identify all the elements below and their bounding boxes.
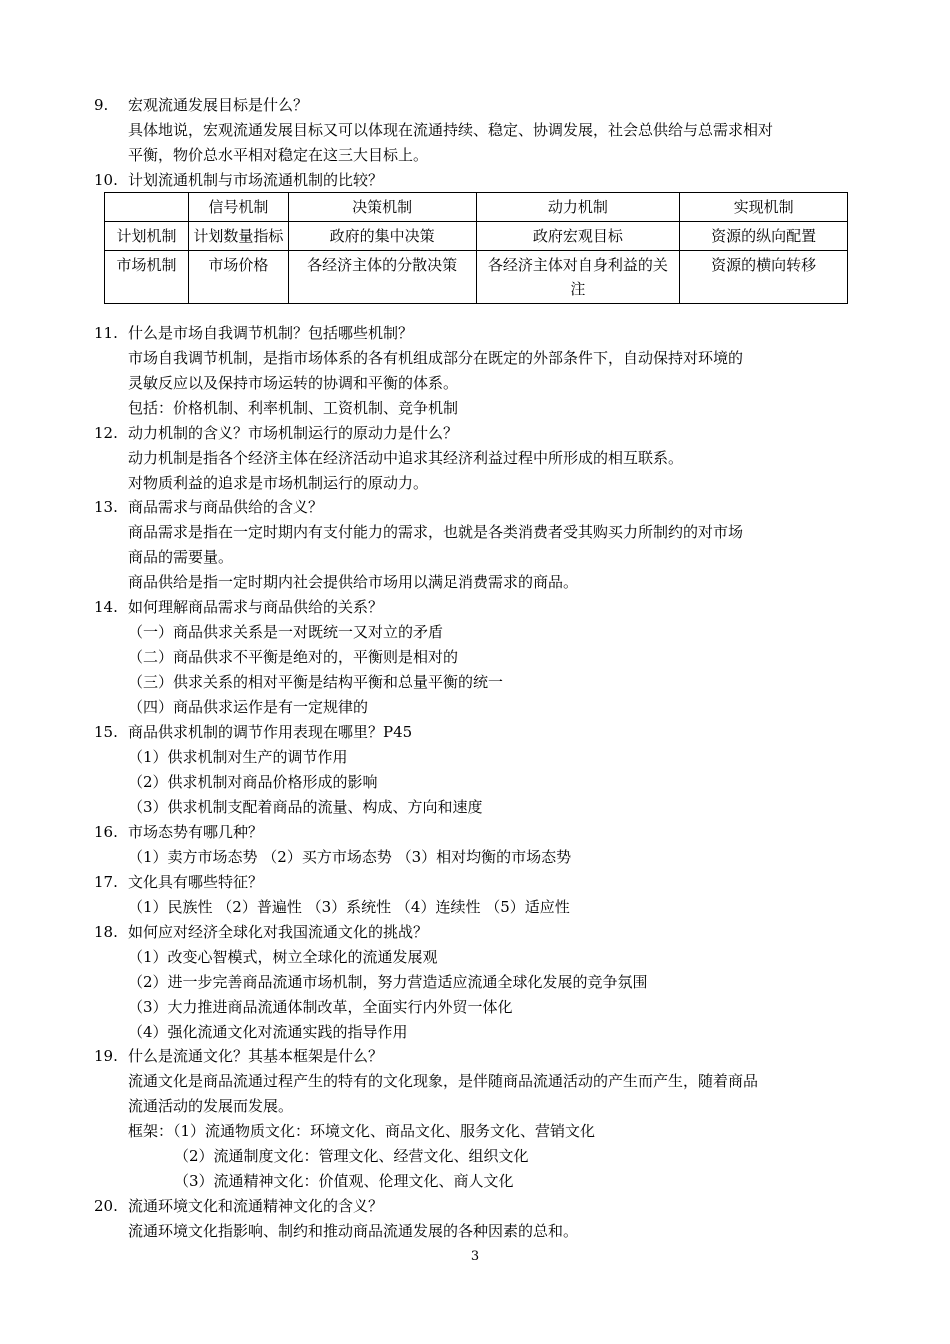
question-14-answer-line: （二）商品供求不平衡是绝对的，平衡则是相对的 [128, 648, 459, 666]
question-14-number: 14. [94, 598, 118, 616]
table-header-cell: 决策机制 [288, 193, 476, 222]
table-header-cell [105, 193, 189, 222]
table-header-row [105, 193, 848, 222]
question-18-title: 如何应对经济全球化对我国流通文化的挑战？ [128, 923, 429, 941]
question-17-title: 文化具有哪些特征？ [128, 873, 264, 891]
question-13-answer-line: 商品需求是指在一定时期内有支付能力的需求，也就是各类消费者受其购买力所制约的对市场 [128, 523, 744, 541]
question-10-title: 计划流通机制与市场流通机制的比较？ [128, 171, 384, 189]
question-16-number: 16. [94, 823, 118, 841]
question-11-answer-line: 灵敏反应以及保持市场运转的协调和平衡的体系。 [128, 374, 459, 392]
question-18-answer-line: （2）进一步完善商品流通市场机制，努力营造适应流通全球化发展的竞争氛围 [128, 973, 648, 991]
question-19-answer-line: 流通文化是商品流通过程产生的特有的文化现象，是伴随商品流通活动的产生而产生，随着商品 [128, 1072, 759, 1090]
question-9-number: 9. [94, 96, 109, 114]
table-cell: 资源的横向转移 [680, 251, 848, 304]
question-13-answer-line: 商品的需要量。 [128, 548, 234, 566]
question-15-number: 15. [94, 723, 118, 741]
comparison-table [104, 192, 848, 304]
question-16-title: 市场态势有哪几种？ [128, 823, 264, 841]
question-13-answer-line: 商品供给是指一定时期内社会提供给市场用以满足消费需求的商品。 [128, 573, 579, 591]
question-14-answer-line: （一）商品供求关系是一对既统一又对立的矛盾 [128, 623, 444, 641]
question-19-number: 19. [94, 1047, 118, 1065]
question-11-number: 11. [94, 324, 118, 342]
question-19-answer-line: （3）流通精神文化：价值观、伦理文化、商人文化 [174, 1172, 514, 1190]
question-13-number: 13. [94, 498, 118, 516]
question-11-title: 什么是市场自我调节机制？包括哪些机制？ [128, 324, 414, 342]
question-9-answer-line: 具体地说，宏观流通发展目标又可以体现在流通持续、稳定、协调发展，社会总供给与总需求相对 [128, 121, 774, 139]
question-17-answer-line: （1）民族性 （2）普遍性 （3）系统性 （4）连续性 （5）适应性 [128, 898, 570, 916]
question-18-number: 18. [94, 923, 118, 941]
question-19-title: 什么是流通文化？其基本框架是什么？ [128, 1047, 384, 1065]
table-cell: 计划数量指标 [188, 222, 288, 251]
question-11-answer-line: 包括：价格机制、利率机制、工资机制、竞争机制 [128, 399, 459, 417]
table-row [105, 222, 848, 251]
question-14-answer-line: （三）供求关系的相对平衡是结构平衡和总量平衡的统一 [128, 673, 504, 691]
question-20-title: 流通环境文化和流通精神文化的含义？ [128, 1197, 384, 1215]
table-cell: 各经济主体对自身利益的关注 [476, 251, 680, 304]
question-18-answer-line: （1）改变心智模式，树立全球化的流通发展观 [128, 948, 438, 966]
table-cell: 市场价格 [188, 251, 288, 304]
question-15-title: 商品供求机制的调节作用表现在哪里？P45 [128, 723, 413, 741]
question-10-number: 10. [94, 171, 118, 189]
question-20-answer-line: 流通环境文化指影响、制约和推动商品流通发展的各种因素的总和。 [128, 1222, 579, 1240]
question-15-answer-line: （3）供求机制支配着商品的流量、构成、方向和速度 [128, 798, 483, 816]
table-header-cell: 实现机制 [680, 193, 848, 222]
question-16-answer-line: （1）卖方市场态势 （2）买方市场态势 （3）相对均衡的市场态势 [128, 848, 572, 866]
question-19-answer-line: 框架：（1）流通物质文化：环境文化、商品文化、服务文化、营销文化 [128, 1122, 596, 1140]
page-number: 3 [470, 1249, 480, 1264]
question-12-answer-line: 动力机制是指各个经济主体在经济活动中追求其经济利益过程中所形成的相互联系。 [128, 449, 684, 467]
table-cell: 资源的纵向配置 [680, 222, 848, 251]
table-header-cell: 信号机制 [188, 193, 288, 222]
question-9-title: 宏观流通发展目标是什么？ [128, 96, 309, 114]
table-cell: 政府宏观目标 [476, 222, 680, 251]
question-12-title: 动力机制的含义？市场机制运行的原动力是什么？ [128, 424, 459, 442]
table-cell: 政府的集中决策 [288, 222, 476, 251]
question-12-number: 12. [94, 424, 118, 442]
question-15-answer-line: （2）供求机制对商品价格形成的影响 [128, 773, 378, 791]
question-11-answer-line: 市场自我调节机制，是指市场体系的各有机组成部分在既定的外部条件下，自动保持对环境的 [128, 349, 744, 367]
question-15-answer-line: （1）供求机制对生产的调节作用 [128, 748, 348, 766]
question-18-answer-line: （3）大力推进商品流通体制改革，全面实行内外贸一体化 [128, 998, 513, 1016]
table-row [105, 251, 848, 304]
question-19-answer-line: （2）流通制度文化：管理文化、经营文化、组织文化 [174, 1147, 529, 1165]
question-14-title: 如何理解商品需求与商品供给的关系？ [128, 598, 384, 616]
question-20-number: 20. [94, 1197, 118, 1215]
question-14-answer-line: （四）商品供求运作是有一定规律的 [128, 698, 369, 716]
table-cell: 计划机制 [105, 222, 189, 251]
question-12-answer-line: 对物质利益的追求是市场机制运行的原动力。 [128, 474, 429, 492]
table-cell: 市场机制 [105, 251, 189, 304]
table-cell: 各经济主体的分散决策 [288, 251, 476, 304]
question-9-answer-line: 平衡，物价总水平相对稳定在这三大目标上。 [128, 146, 429, 164]
question-19-answer-line: 流通活动的发展而发展。 [128, 1097, 294, 1115]
question-18-answer-line: （4）强化流通文化对流通实践的指导作用 [128, 1023, 408, 1041]
question-13-title: 商品需求与商品供给的含义？ [128, 498, 324, 516]
question-17-number: 17. [94, 873, 118, 891]
table-header-cell: 动力机制 [476, 193, 680, 222]
